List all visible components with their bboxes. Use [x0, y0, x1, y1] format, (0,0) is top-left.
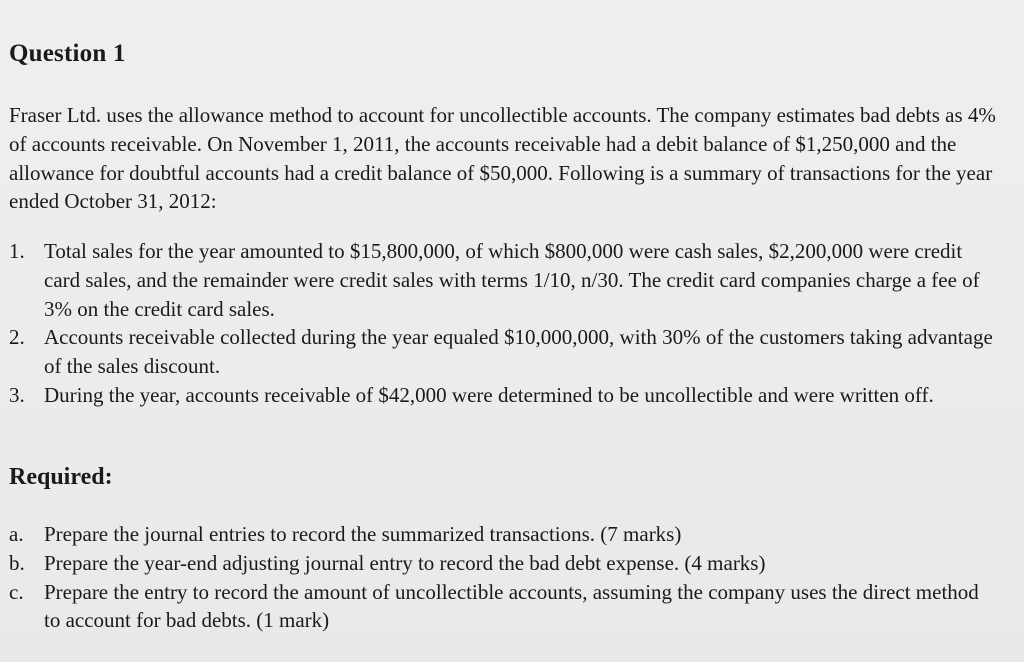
list-marker: 2. — [9, 325, 25, 350]
list-item — [9, 237, 999, 323]
list-item-text: Total sales for the year amounted to $15,800,000, of which $800,000 were cash sales, $2,200,000 were credit card sales, and the remainder were credit sales with terms 1/10, n/30. The credit card companies charge a fee of 3% on the credit card sales. — [44, 239, 980, 321]
list-item-text: Accounts receivable collected during the year equaled $10,000,000, with 30% of the customers taking advantage of the sales discount. — [44, 325, 993, 379]
requirement-list — [9, 520, 999, 635]
list-marker: 3. — [9, 382, 25, 407]
list-item-text: Prepare the year-end adjusting journal entry to record the bad debt expense. (4 marks) — [44, 550, 766, 575]
question-title: Question 1 — [9, 40, 126, 67]
list-item-text: During the year, accounts receivable of $42,000 were determined to be uncollectible and were written off. — [44, 382, 934, 407]
required-heading: Required: — [9, 464, 113, 490]
list-marker: 1. — [9, 239, 25, 263]
list-item — [9, 520, 999, 549]
list-item — [9, 381, 999, 410]
list-item-text: Prepare the journal entries to record the summarized transactions. (7 marks) — [44, 522, 682, 546]
list-marker: c. — [9, 579, 24, 604]
list-item — [9, 578, 999, 636]
list-marker: b. — [9, 550, 25, 575]
list-item — [9, 323, 999, 381]
question-intro: Fraser Ltd. uses the allowance method to account for uncollectible accounts. The company estimates bad debts as 4% of accounts receivable. On November 1, 2011, the accounts receivable had a debit balance of $1,250,000 and the allowance for doubtful accounts had a credit balance of $50,000. Following is a summary of transactions for the year ended October 31, 2012: — [9, 103, 996, 214]
list-marker: a. — [9, 522, 24, 546]
transaction-list — [9, 237, 999, 410]
list-item — [9, 549, 999, 578]
list-item-text: Prepare the entry to record the amount of uncollectible accounts, assuming the company uses the direct method to account for bad debts. (1 mark) — [44, 579, 979, 633]
